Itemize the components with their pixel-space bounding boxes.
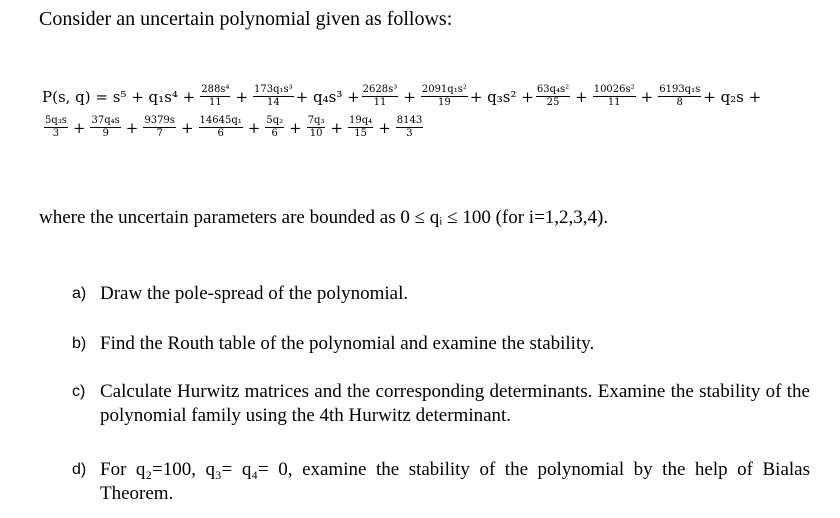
fraction-denominator: 11 [208, 97, 222, 108]
question-c-text: Calculate Hurwitz matrices and the corresponding determinants. Examine the stability of the polynomial family using the 4th Hurwitz determinant. [100, 381, 810, 426]
question-d-label: d) [72, 461, 87, 478]
fraction-numerator: 2091q₁s² [421, 84, 467, 95]
fraction-numerator: 10026s² [593, 84, 635, 95]
fraction-numerator: 288s⁴ [201, 84, 230, 95]
question-b-text: Find the Routh table of the polynomial and examine the stability. [100, 333, 595, 354]
fraction [421, 84, 468, 109]
fraction-numerator: 63q₄s² [536, 84, 570, 95]
fraction [536, 84, 570, 109]
fraction [143, 115, 176, 140]
polynomial-lead: P(s, q) = s⁵ + q₁s⁴ + [42, 87, 196, 106]
polynomial-line-1-terms [198, 84, 761, 109]
operator: + [72, 118, 86, 137]
fraction-numerator: 5q₂ [266, 115, 284, 126]
fraction-numerator: 6193q₁s [659, 84, 701, 95]
fraction-denominator: 10 [309, 128, 323, 139]
fraction-denominator: 6 [271, 128, 278, 139]
fraction [593, 84, 636, 109]
polynomial-line-2 [42, 115, 425, 140]
fraction-numerator: 14645q₁ [199, 115, 242, 126]
fraction [348, 115, 373, 140]
polynomial-line-2-terms [42, 115, 425, 140]
operator: + [247, 118, 261, 137]
term: + q₄s³ + [295, 87, 360, 106]
operator: + [378, 118, 391, 137]
fraction-numerator: 7q₃ [307, 115, 325, 126]
fraction-denominator: 8 [676, 97, 683, 108]
fraction [362, 84, 399, 109]
fraction [90, 115, 120, 140]
fraction-denominator: 6 [217, 128, 224, 139]
fraction-numerator: 9379s [144, 115, 175, 126]
polynomial-line-1 [42, 84, 761, 109]
operator: + [640, 87, 654, 106]
operator: + [289, 118, 302, 137]
fraction-denominator: 15 [354, 128, 367, 139]
fraction [396, 115, 423, 140]
operator: + [125, 118, 139, 137]
intro-text: Consider an uncertain polynomial given as follows: [39, 8, 453, 30]
fraction [199, 115, 243, 140]
fraction [253, 84, 294, 109]
operator: + [403, 87, 416, 106]
fraction-denominator: 11 [373, 97, 387, 108]
fraction-denominator: 9 [102, 128, 109, 139]
fraction-denominator: 11 [607, 97, 621, 108]
term: + q₂s + [703, 87, 762, 106]
fraction-numerator: 173q₁s³ [254, 84, 293, 95]
fraction-denominator: 3 [406, 128, 413, 139]
fraction-numerator: 8143 [396, 115, 423, 126]
fraction [307, 115, 326, 140]
fraction-numerator: 19q₄ [349, 115, 373, 126]
fraction-denominator: 14 [266, 97, 280, 108]
question-c [72, 380, 810, 428]
question-d-text: For q₂=100, q₃= q₄= 0, examine the stability of the polynomial by the help of Bialas Theorem. [100, 459, 810, 504]
fraction [44, 115, 68, 140]
fraction-denominator: 25 [546, 97, 560, 108]
question-a [72, 282, 810, 306]
fraction-denominator: 7 [156, 128, 163, 139]
fraction [658, 84, 701, 109]
parameter-bounds: where the uncertain parameters are bounded as 0 ≤ qᵢ ≤ 100 (for i=1,2,3,4). [39, 207, 609, 228]
question-a-label: a) [72, 285, 87, 302]
operator: + [180, 118, 194, 137]
question-b [72, 332, 810, 356]
term: + q₃s² + [469, 87, 534, 106]
fraction-numerator: 37q₄s [91, 115, 120, 126]
fraction-numerator: 5q₃s [45, 115, 67, 126]
question-d [72, 458, 810, 506]
fraction-denominator: 19 [437, 97, 451, 108]
operator: + [575, 87, 588, 106]
fraction-denominator: 3 [52, 128, 60, 139]
operator: + [330, 118, 344, 137]
question-b-label: b) [72, 335, 87, 352]
operator: + [235, 87, 249, 106]
question-c-label: c) [72, 383, 86, 400]
question-a-text: Draw the pole-spread of the polynomial. [100, 283, 409, 304]
fraction-numerator: 2628s³ [362, 84, 398, 95]
fraction [265, 115, 284, 140]
fraction [200, 84, 230, 109]
